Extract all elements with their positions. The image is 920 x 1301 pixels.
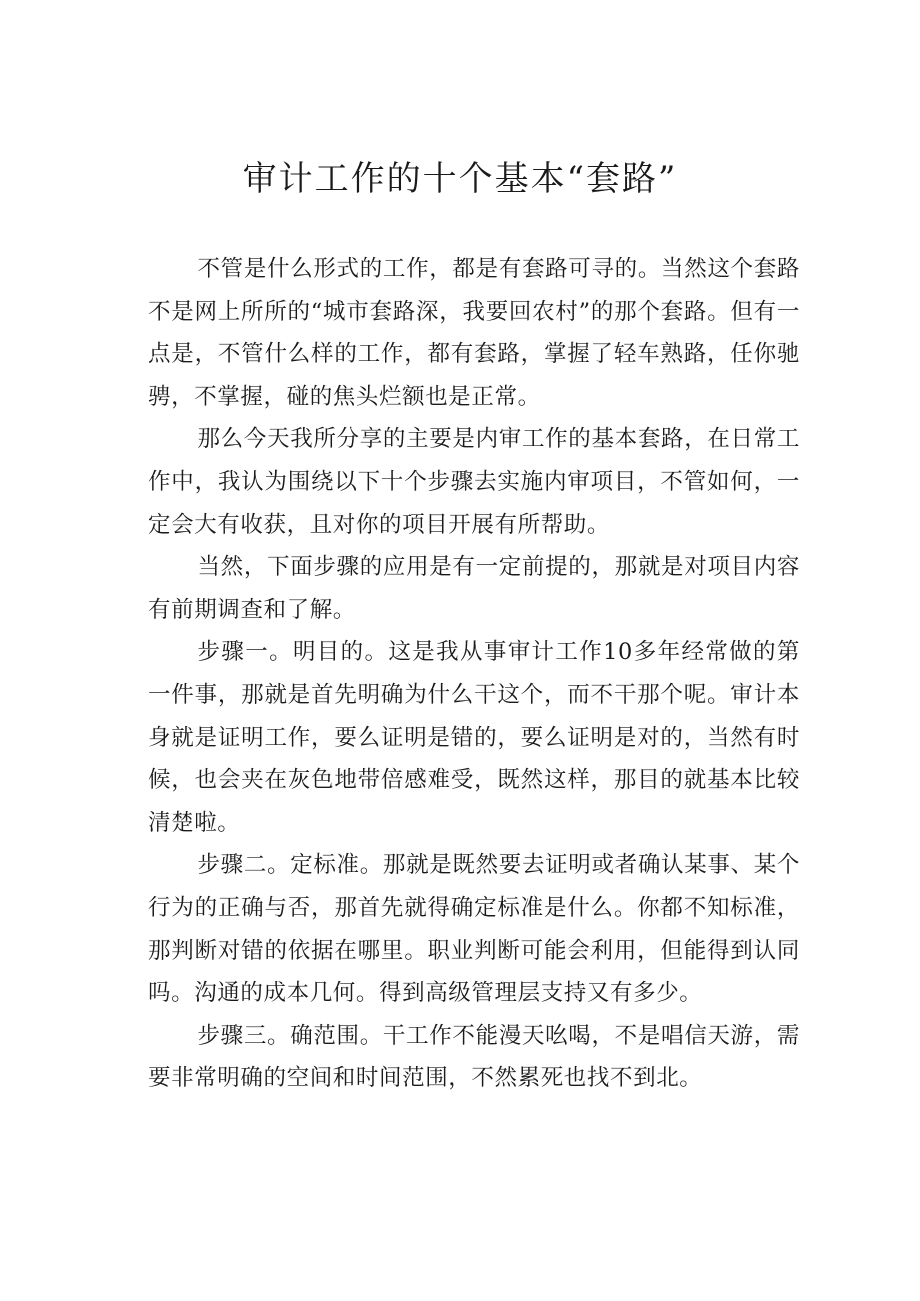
paragraph-sharing: 那么今天我所分享的主要是内审工作的基本套路，在日常工作中，我认为围绕以下十个步骤去实施内审项目，不管如何，一定会大有收获，且对你的项目开展有所帮助。 [148,426,800,538]
paragraph-intro: 不管是什么形式的工作，都是有套路可寻的。当然这个套路不是网上所所的“城市套路深，我要回农村”的那个套路。但有一点是，不管什么样的工作，都有套路，掌握了轻车熟路，任你驰骋，不掌握，碰的焦头烂额也是正常。 [148,256,800,410]
paragraph-premise: 当然，下面步骤的应用是有一定前提的，那就是对项目内容有前期调查和了解。 [148,554,800,623]
paragraph-step-two: 步骤二。定标准。那就是既然要去证明或者确认某事、某个行为的正确与否，那首先就得确定标准是什么。你都不知标准，那判断对错的依据在哪里。职业判断可能会利用，但能得到认同吗。沟通的成本几何。得到高级管理层支持又有多少。 [148,852,800,1007]
document-body [148,248,800,1100]
document-title: 审计工作的十个基本“套路” [242,159,678,199]
paragraph-step-one: 步骤一。明目的。这是我从事审计工作10多年经常做的第一件事，那就是首先明确为什么干这个，而不干那个呢。审计本身就是证明工作，要么证明是错的，要么证明是对的，当然有时候，也会夹在灰色地带倍感难受，既然这样，那目的就基本比较清楚啦。 [148,639,800,836]
paragraph-step-three: 步骤三。确范围。干工作不能漫天吆喝，不是唱信天游，需要非常明确的空间和时间范围，不然累死也找不到北。 [148,1022,800,1092]
